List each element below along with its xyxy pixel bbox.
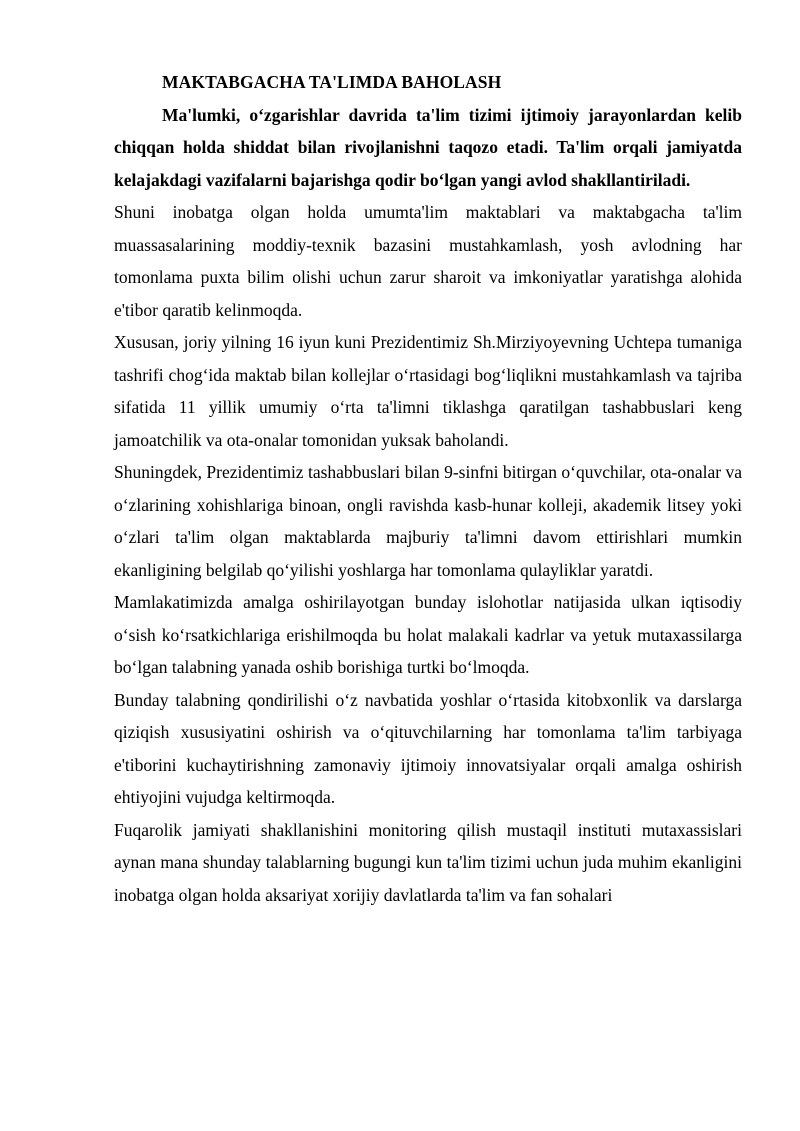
- body-paragraph-2: Xususan, joriy yilning 16 iyun kuni Prezidentimiz Sh.Mirziyoyevning Uchtepa tumaniga tashrifi chog‘ida maktab bilan kollejlar o‘rtasidagi bog‘liqlikni mustahkamlash va tajriba sifatida 11 yillik umumiy o‘rta ta'limni tiklashga qaratilgan tashabbuslari keng jamoatchilik va ota-onalar tomonidan yuksak baholandi.: [114, 332, 742, 450]
- body-paragraph-6: Fuqarolik jamiyati shakllanishini monitoring qilish mustaqil instituti mutaxassislari aynan mana shunday talablarning bugungi kun ta'lim tizimi uchun juda muhim ekanligini inobatga olgan holda aksariyat xorijiy davlatlarda ta'lim va fan sohalari: [114, 819, 742, 905]
- lead-paragraph: Ma'lumki, o‘zgarishlar davrida ta'lim tizimi ijtimoiy jarayonlardan kelib chiqqan holda shiddat bilan rivojlanishni taqozo etadi. Ta'lim orqali jamiyatda kelajakdagi vazifalarni bajarishga qodir bo‘lgan yangi avlod shakllantiriladi.: [114, 104, 742, 190]
- body-paragraph-5: Bunday talabning qondirilishi o‘z navbatida yoshlar o‘rtasida kitobxonlik va darslarga qiziqish xususiyatini oshirish va o‘qituvchilarning har tomonlama ta'lim tarbiyaga e'tiborini kuchaytirishning zamonaviy ijtimoiy innovatsiyalar orqali amalga oshirish ehtiyojini vujudga keltirmoqda.: [114, 689, 742, 807]
- body-paragraph-3: Shuningdek, Prezidentimiz tashabbuslari bilan 9-sinfni bitirgan o‘quvchilar, ota-onalar va o‘zlarining xohishlariga binoan, ongli ravishda kasb-hunar kolleji, akademik litsey yoki o‘zlari ta'lim olgan maktablarda majburiy ta'limni davom ettirishlari mumkin ekanligining belgilab qo‘yilishi yoshlarga har tomonlama qulayliklar yaratdi.: [114, 462, 742, 580]
- body-paragraph-1: Shuni inobatga olgan holda umumta'lim maktablari va maktabgacha ta'lim muassasalarining moddiy-texnik bazasini mustahkamlash, yosh avlodning har tomonlama puxta bilim olishi uchun zarur sharoit va imkoniyatlar yaratishga alohida e'tibor qaratib kelinmoqda.: [114, 202, 742, 320]
- body-paragraph-4: Mamlakatimizda amalga oshirilayotgan bunday islohotlar natijasida ulkan iqtisodiy o‘sish ko‘rsatkichlariga erishilmoqda bu holat malakali kadrlar va yetuk mutaxassilarga bo‘lgan talabning yanada oshib borishiga turtki bo‘lmoqda.: [114, 592, 742, 677]
- document-page: [114, 66, 742, 911]
- document-title: MAKTABGACHA TA'LIMDA BAHOLASH: [162, 72, 502, 92]
